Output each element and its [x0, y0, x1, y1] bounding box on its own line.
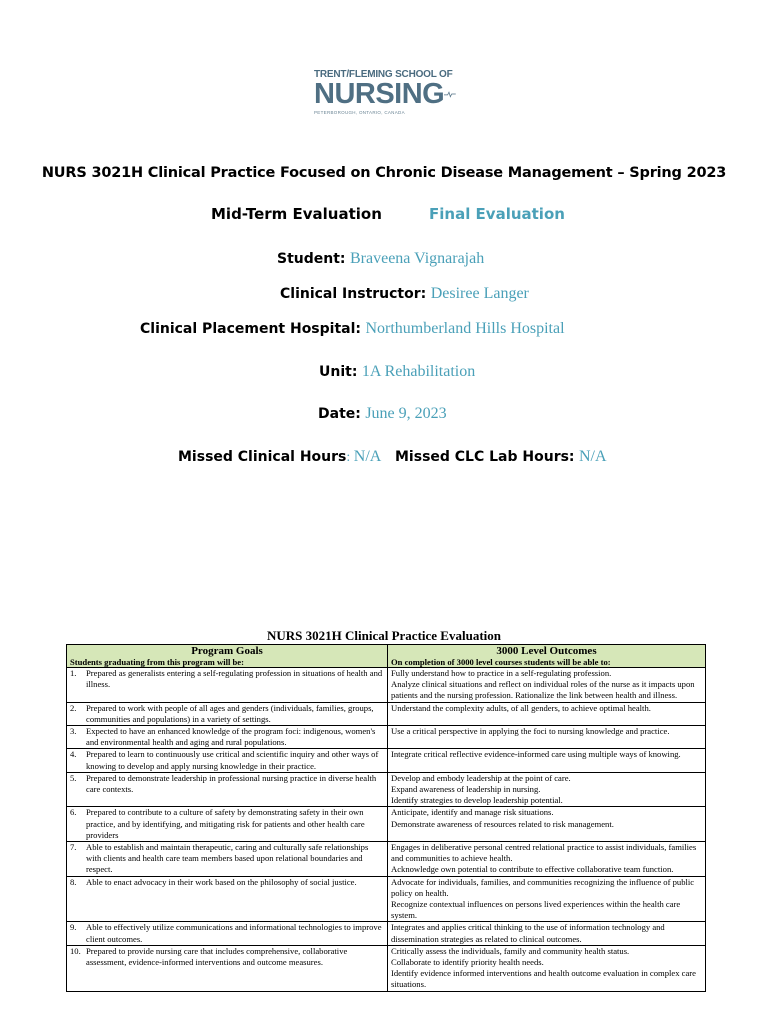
outcome-text: Recognize contextual influences on persons lived experiences within the health care system. — [391, 899, 681, 921]
goal-text: Able to effectively utilize communications and informational technologies to improve client outcomes. — [86, 922, 382, 944]
program-goal-cell — [67, 749, 388, 772]
outcome-text: Analyze clinical situations and reflect on individual roles of the nurse as it impacts upon patients and the nursing profession. Rationalize the link between health and illness. — [391, 679, 695, 701]
table-row — [67, 726, 706, 749]
table-row — [67, 945, 706, 991]
evaluation-table — [66, 644, 706, 992]
level-outcomes-subtitle: On completion of 3000 level courses students will be able to: — [391, 657, 611, 667]
goal-text: Prepared to demonstrate leadership in professional nursing practice in diverse health care contexts. — [86, 772, 377, 795]
instructor-label: Clinical Instructor: — [280, 286, 427, 302]
missed-clinical-hours-label: Missed Clinical Hours — [178, 449, 347, 465]
outcome-cell — [388, 807, 706, 842]
program-goals-subtitle: Students graduating from this program will be: — [70, 657, 244, 667]
outcome-text: Identify evidence informed interventions and health outcome evaluation in complex care situations. — [391, 968, 696, 990]
outcome-text: Use a critical perspective in applying the foci to nursing knowledge and practice. — [391, 726, 670, 737]
outcome-text: Understand the complexity adults, of all genders, to achieve optimal health. — [391, 702, 651, 713]
outcome-text: Develop and embody leadership at the point of care. — [391, 772, 571, 783]
program-goal-cell — [67, 922, 388, 945]
goal-number: 2. — [70, 702, 77, 713]
program-goal-cell — [67, 876, 388, 922]
goal-text: Able to enact advocacy in their work based on the philosophy of social justice. — [86, 876, 357, 887]
outcome-cell — [388, 726, 706, 749]
logo-top-line: TRENT/FLEMING SCHOOL OF — [314, 69, 453, 80]
program-goal-cell — [67, 772, 388, 807]
missed-clc-hours-field — [395, 448, 607, 466]
outcome-text: Critically assess the individuals, family and community health status. — [391, 945, 630, 956]
final-evaluation-label: Final Evaluation — [429, 205, 565, 223]
program-goal-cell — [67, 842, 388, 877]
outcome-text: Integrates and applies critical thinking to the use of information technology and dissemination strategies as related to clinical outcomes. — [391, 922, 665, 944]
date-value: June 9, 2023 — [365, 405, 447, 422]
outcome-text: Expand awareness of leadership in nursing. — [391, 784, 541, 795]
hospital-value: Northumberland Hills Hospital — [365, 320, 565, 337]
missed-clc-hours-value: N/A — [579, 448, 607, 465]
outcome-text: Demonstrate awareness of resources related to risk management. — [391, 818, 614, 829]
goal-number: 7. — [70, 842, 77, 853]
mid-term-evaluation-label: Mid-Term Evaluation — [211, 205, 382, 223]
goal-number: 5. — [70, 772, 77, 783]
outcome-text: Integrate critical reflective evidence-informed care using multiple ways of knowing. — [391, 749, 681, 760]
goal-number: 9. — [70, 922, 77, 933]
logo-location: PETERBOROUGH, ONTARIO, CANADA — [314, 110, 405, 115]
table-row — [67, 922, 706, 945]
course-title: NURS 3021H Clinical Practice Focused on Chronic Disease Management – Spring 2023 — [41, 165, 727, 181]
outcome-text: Anticipate, identify and manage risk situations. — [391, 807, 554, 818]
level-outcomes-title: 3000 Level Outcomes — [496, 645, 597, 657]
outcome-text: Collaborate to identify priority health needs. — [391, 957, 544, 968]
student-field — [277, 250, 484, 268]
table-row — [67, 702, 706, 725]
outcome-text: Advocate for individuals, families, and communities recognizing the influence of public policy on health. — [391, 876, 695, 898]
goal-text: Expected to have an enhanced knowledge of the program foci: indigenous, women's and environmental health and aging and rural populations. — [86, 726, 376, 748]
instructor-value: Desiree Langer — [430, 285, 529, 302]
outcome-cell — [388, 842, 706, 877]
outcome-text: Fully understand how to practice in a self-regulating profession. — [391, 668, 612, 678]
table-row — [67, 842, 706, 877]
instructor-field — [280, 285, 529, 303]
program-goals-title: Program Goals — [191, 645, 263, 657]
missed-clc-hours-label: Missed CLC Lab Hours: — [395, 449, 575, 465]
table-row — [67, 749, 706, 772]
hospital-label: Clinical Placement Hospital: — [140, 321, 361, 337]
goal-number: 3. — [70, 726, 77, 737]
program-goal-cell — [67, 807, 388, 842]
outcome-cell — [388, 749, 706, 772]
program-goal-cell — [67, 668, 388, 703]
unit-label: Unit: — [319, 364, 358, 380]
outcome-cell — [388, 668, 706, 703]
table-row — [67, 807, 706, 842]
hospital-field — [140, 320, 565, 338]
goal-number: 1. — [70, 668, 77, 678]
outcome-cell — [388, 922, 706, 945]
student-value: Braveena Vignarajah — [349, 250, 485, 267]
evaluation-type-row — [0, 205, 768, 229]
table-row — [67, 668, 706, 703]
goal-text: Prepared to provide nursing care that includes comprehensive, collaborative assessment, evidence-informed interventions and outcome measures. — [86, 945, 348, 968]
student-label: Student: — [277, 251, 346, 267]
outcome-text: Engages in deliberative personal centred relational practice to assist individuals, families and communities to achieve health. — [391, 842, 697, 864]
program-goal-cell — [67, 726, 388, 749]
outcome-text: Acknowledge own potential to contribute to effective collaborative team function. — [391, 864, 674, 875]
outcome-cell — [388, 772, 706, 807]
goal-text: Prepared as generalists entering a self-regulating profession in situations of health and illness. — [86, 668, 383, 690]
school-logo — [314, 69, 456, 125]
level-outcomes-header — [388, 645, 706, 668]
program-goal-cell — [67, 702, 388, 725]
goal-text: Able to establish and maintain therapeutic, caring and culturally safe relationships with clients and health care team members based upon relational boundaries and respect. — [86, 842, 369, 875]
goal-text: Prepared to contribute to a culture of safety by demonstrating safety in their own practice, and by identifying, and mitigating risk for patients and other health care providers — [86, 807, 365, 840]
program-goals-header — [67, 645, 388, 668]
table-row — [67, 876, 706, 922]
goal-number: 4. — [70, 749, 77, 760]
outcome-cell — [388, 876, 706, 922]
outcome-cell — [388, 945, 706, 991]
program-goal-cell — [67, 945, 388, 991]
outcome-cell — [388, 702, 706, 725]
logo-main-word: NURSING — [314, 78, 445, 110]
date-field — [318, 405, 447, 423]
goal-number: 6. — [70, 807, 77, 818]
missed-clinical-hours-value: N/A — [353, 448, 382, 465]
table-title: NURS 3021H Clinical Practice Evaluation — [267, 628, 501, 643]
goal-text: Prepared to learn to continuously use critical and scientific inquiry and other ways of knowing to develop and apply nursing knowledge in their practice. — [86, 749, 379, 771]
unit-value: 1A Rehabilitation — [361, 363, 476, 380]
unit-field — [319, 363, 475, 381]
goal-number: 10. — [70, 945, 81, 956]
missed-clinical-hours-field: Missed Clinical Hours: N/A — [178, 448, 382, 465]
table-body — [67, 668, 706, 992]
goal-number: 8. — [70, 876, 77, 887]
table-header-row — [67, 645, 706, 668]
goal-text: Prepared to work with people of all ages and genders (individuals, families, groups, communities and populations) in a variety of settings. — [86, 702, 374, 724]
outcome-text: Identify strategies to develop leadership potential. — [391, 795, 563, 806]
date-label: Date: — [318, 406, 361, 422]
table-row — [67, 772, 706, 807]
heartbeat-icon — [444, 86, 456, 102]
